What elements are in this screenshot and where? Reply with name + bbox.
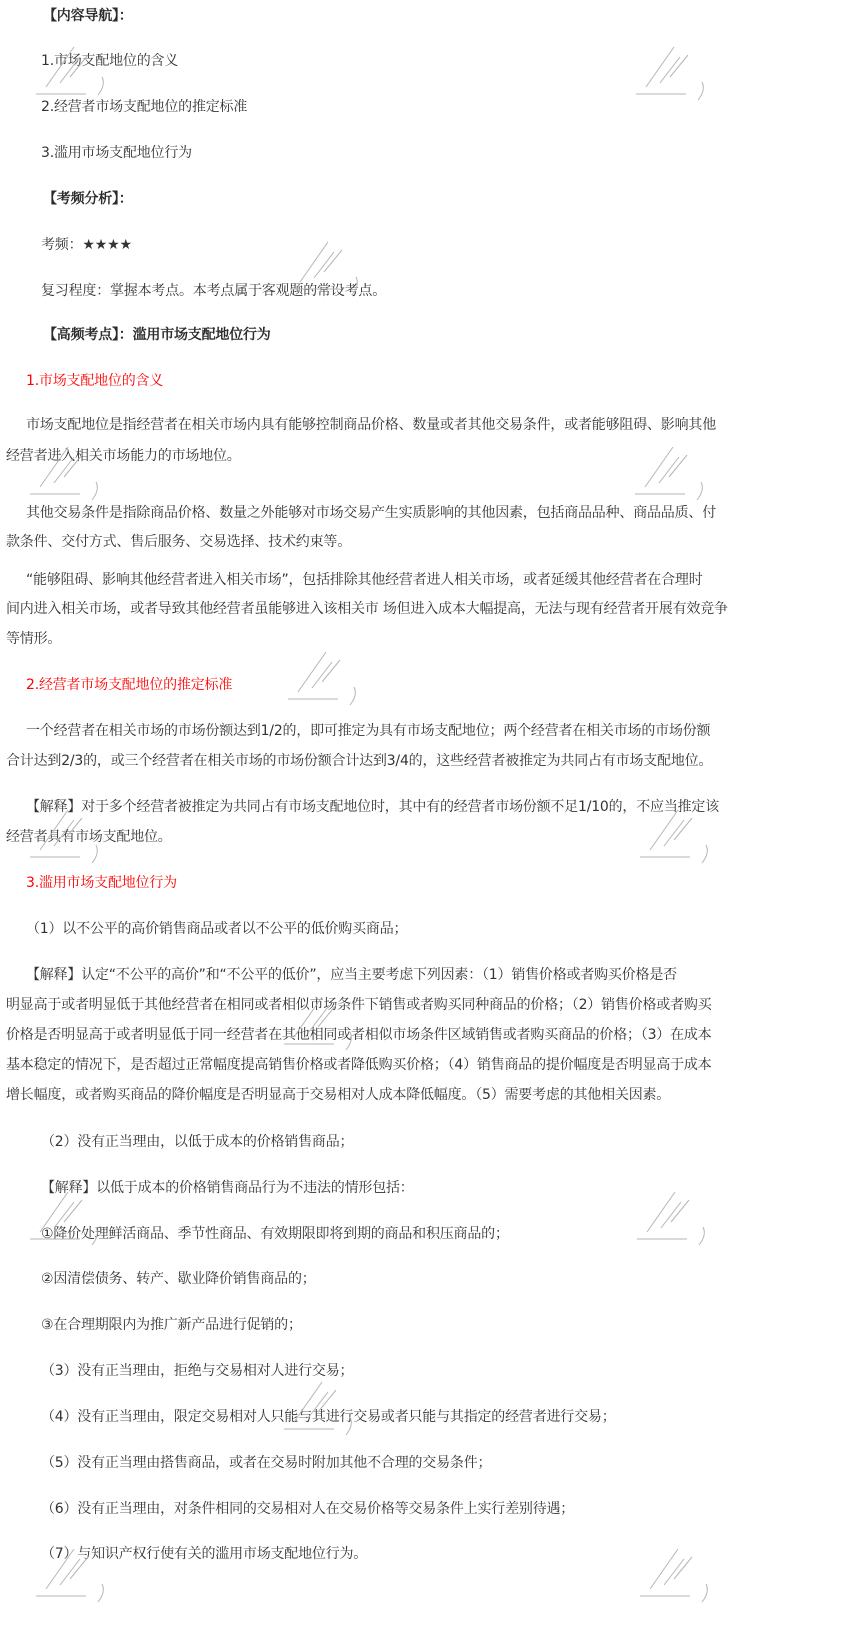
section-3-item-4: （4）没有正当理由，限定交易相对人只能与其进行交易或者只能与其指定的经营者进行交易； (41, 1409, 616, 1425)
section-1-p2-line-1: 其他交易条件是指除商品价格、数量之外能够对市场交易产生实质影响的其他因素，包括商品品种、商品品质、付 (26, 505, 716, 521)
section-2-p2-line-1: 【解释】对于多个经营者被推定为共同占有市场支配地位时，其中有的经营者市场份额不足1/10的，不应当推定该 (26, 799, 720, 815)
watermark-icon (636, 45, 736, 105)
section-3-item-3: （3）没有正当理由，拒绝与交易相对人进行交易； (41, 1363, 354, 1379)
section-2-p1-line-1: 一个经营者在相关市场的市场份额达到1/2的，即可推定为具有市场支配地位；两个经营者在相关市场的市场份额 (26, 723, 711, 739)
section-1-title: 1.市场支配地位的含义 (26, 373, 164, 389)
watermark-icon (640, 808, 740, 868)
section-2-p2-line-2: 经营者具有市场支配地位。 (6, 829, 172, 845)
section-1-p3-line-1: “能够阻碍、影响其他经营者进入相关市场”，包括排除其他经营者进人相关市场，或者延缓其他经营者在合理时 (26, 572, 703, 588)
section-1-p3-line-2: 间内进入相关市场，或者导致其他经营者虽能够进入该相关市 场但进入成本大幅提高，无法与现有经营者开展有效竞争 (6, 601, 728, 617)
section-2-title: 2.经营者市场支配地位的推定标准 (26, 677, 233, 693)
section-3-item-1-note-line-4: 基本稳定的情况下，是否超过正常幅度提高销售价格或者降低购买价格；（4）销售商品的提价幅度是否明显高于成本 (6, 1057, 712, 1073)
section-3-item-2: （2）没有正当理由，以低于成本的价格销售商品； (41, 1134, 354, 1150)
watermark-icon (637, 1190, 737, 1250)
frequency-heading: 【考频分析】： (43, 191, 133, 207)
section-3-item-1-note-line-2: 明显高于或者明显低于其他经营者在相同或者相似市场条件下销售或者购买同种商品的价格；（2）销售价格或者购买 (6, 997, 712, 1013)
section-3-item-6: （6）没有正当理由，对条件相同的交易相对人在交易价格等交易条件上实行差别待遇； (41, 1501, 575, 1517)
nav-heading: 【内容导航】： (43, 8, 133, 24)
section-2-p1-line-2: 合计达到2/3的，或三个经营者在相关市场的市场份额合计达到3/4的，这些经营者被推定为共同占有市场支配地位。 (6, 753, 713, 769)
section-3-title: 3.滥用市场支配地位行为 (26, 875, 177, 891)
section-3-item-2-note: 【解释】以低于成本的价格销售商品行为不违法的情形包括： (41, 1180, 414, 1196)
nav-item-3: 3.滥用市场支配地位行为 (41, 145, 192, 161)
nav-item-1: 1.市场支配地位的含义 (41, 53, 179, 69)
section-3-item-2-case-1: ①降价处理鲜活商品、季节性商品、有效期限即将到期的商品和积压商品的； (41, 1226, 509, 1242)
section-3-item-1: （1）以不公平的高价销售商品或者以不公平的低价购买商品； (26, 921, 408, 937)
section-3-item-1-note-line-1: 【解释】认定“不公平的高价”和“不公平的低价”，应当主要考虑下列因素：（1）销售价格或者购买价格是否 (26, 967, 677, 983)
watermark-icon (635, 445, 735, 505)
section-1-p2-line-2: 款条件、交付方式、售后服务、交易选择、技术约束等。 (6, 534, 351, 550)
watermark-icon (288, 650, 388, 710)
section-1-p1-line-1: 市场支配地位是指经营者在相关市场内具有能够控制商品价格、数量或者其他交易条件，或者能够阻碍、影响其他 (26, 417, 716, 433)
review-level: 复习程度：掌握本考点。本考点属于客观题的常设考点。 (41, 283, 386, 299)
section-3-item-2-case-2: ②因清偿债务、转产、歇业降价销售商品的； (41, 1271, 316, 1287)
section-3-item-2-case-3: ③在合理期限内为推广新产品进行促销的； (41, 1317, 302, 1333)
watermark-icon (640, 1547, 740, 1607)
frequency-rating: 考频：★★★★ (41, 237, 132, 253)
section-1-p1-line-2: 经营者进入相关市场能力的市场地位。 (6, 448, 241, 464)
section-3-item-1-note-line-3: 价格是否明显高于或者明显低于同一经营者在其他相同或者相似市场条件区域销售或者购买商品的价格；（3）在成本 (6, 1027, 712, 1043)
section-3-item-7: （7）与知识产权行使有关的滥用市场支配地位行为。 (41, 1546, 368, 1562)
section-3-item-1-note-line-5: 增长幅度，或者购买商品的降价幅度是否明显高于交易相对人成本降低幅度。（5）需要考虑的其他相关因素。 (6, 1087, 671, 1103)
section-3-item-5: （5）没有正当理由搭售商品，或者在交易时附加其他不合理的交易条件； (41, 1455, 492, 1471)
key-point-heading: 【高频考点】：滥用市场支配地位行为 (43, 327, 271, 343)
section-1-p3-line-3: 等情形。 (6, 631, 62, 647)
nav-item-2: 2.经营者市场支配地位的推定标准 (41, 99, 248, 115)
